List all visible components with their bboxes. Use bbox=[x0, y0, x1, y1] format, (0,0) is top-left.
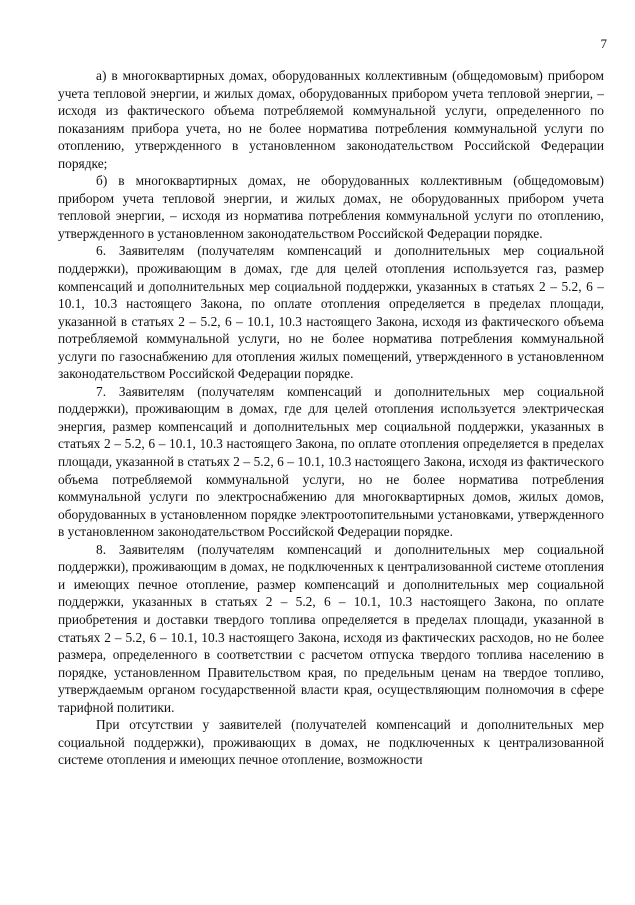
paragraph-absence: При отсутствии у заявителей (получателей компенсаций и дополнительных мер социальной поддержки), проживающих в домах, не подключенных к централизованной системе отопления и имеющих печное отопление, возможности bbox=[58, 717, 604, 768]
paragraph-a: а) в многоквартирных домах, оборудованных коллективным (общедомовым) прибором учета тепловой энергии, и жилых домах, оборудованных прибором учета тепловой энергии, – исходя из фактического объема потребляемой коммунальной услуги, определенного по показаниям прибора учета, но не более норматива потребления коммунальной услуги по отоплению, утвержденного в установленном законодательством Российской Федерации порядке; bbox=[58, 68, 604, 171]
paragraph-6: 6. Заявителям (получателям компенсаций и дополнительных мер социальной поддержки), проживающим в домах, где для целей отопления используется газ, размер компенсаций и дополнительных мер социальной поддержки, указанных в статьях 2 – 5.2, 6 – 10.1, 10.3 настоящего Закона, по оплате отопления определяется в пределах площади, указанной в статьях 2 – 5.2, 6 – 10.1, 10.3 настоящего Закона, исходя из фактического объема потребляемой коммунальной услуги, но не более норматива потребления коммунальной услуги по газоснабжению для отопления жилых помещений, утвержденного в установленном законодательством Российской Федерации порядке. bbox=[58, 243, 604, 382]
paragraph-8: 8. Заявителям (получателям компенсаций и дополнительных мер социальной поддержки), проживающим в домах, не подключенных к централизованной системе отопления и имеющих печное отопление, размер компенсаций и дополнительных мер социальной поддержки, указанных в статьях 2 – 5.2, 6 – 10.1, 10.3 настоящего Закона, по оплате приобретения и доставки твердого топлива определяется в пределах площади, указанной в статьях 2 – 5.2, 6 – 10.1, 10.3 настоящего Закона, исходя из фактических расходов, но не более размера, определенного в соответствии с расчетом отпуска твердого топлива населению в порядке, установленном Правительством края, по предельным ценам на твердое топливо, утверждаемым органом государственной власти края, осуществляющим полномочия в сфере тарифной политики. bbox=[58, 541, 604, 715]
paragraph-7: 7. Заявителям (получателям компенсаций и дополнительных мер социальной поддержки), проживающим в домах, где для целей отопления используется электрическая энергия, размер компенсаций и дополнительных мер социальной поддержки, указанных в статьях 2 – 5.2, 6 – 10.1, 10.3 настоящего Закона, по оплате отопления определяется в пределах площади, указанной в статьях 2 – 5.2, 6 – 10.1, 10.3 настоящего Закона, исходя из фактического объема потребляемой коммунальной услуги, но не более норматива потребления коммунальной услуги по электроснабжению для многоквартирных домов, жилых домов, оборудованных в установленном порядке электроотопительными установками, утвержденного в установленном законодательством Российской Федерации порядке. bbox=[58, 383, 604, 540]
page-number: 7 bbox=[600, 36, 607, 51]
document-body bbox=[58, 67, 604, 769]
paragraph-b: б) в многоквартирных домах, не оборудованных коллективным (общедомовым) прибором учета тепловой энергии, и жилых домах, не оборудованных прибором учета тепловой энергии, – исходя из норматива потребления коммунальной услуги по отоплению, утвержденного в установленном законодательством Российской Федерации порядке. bbox=[58, 173, 604, 241]
